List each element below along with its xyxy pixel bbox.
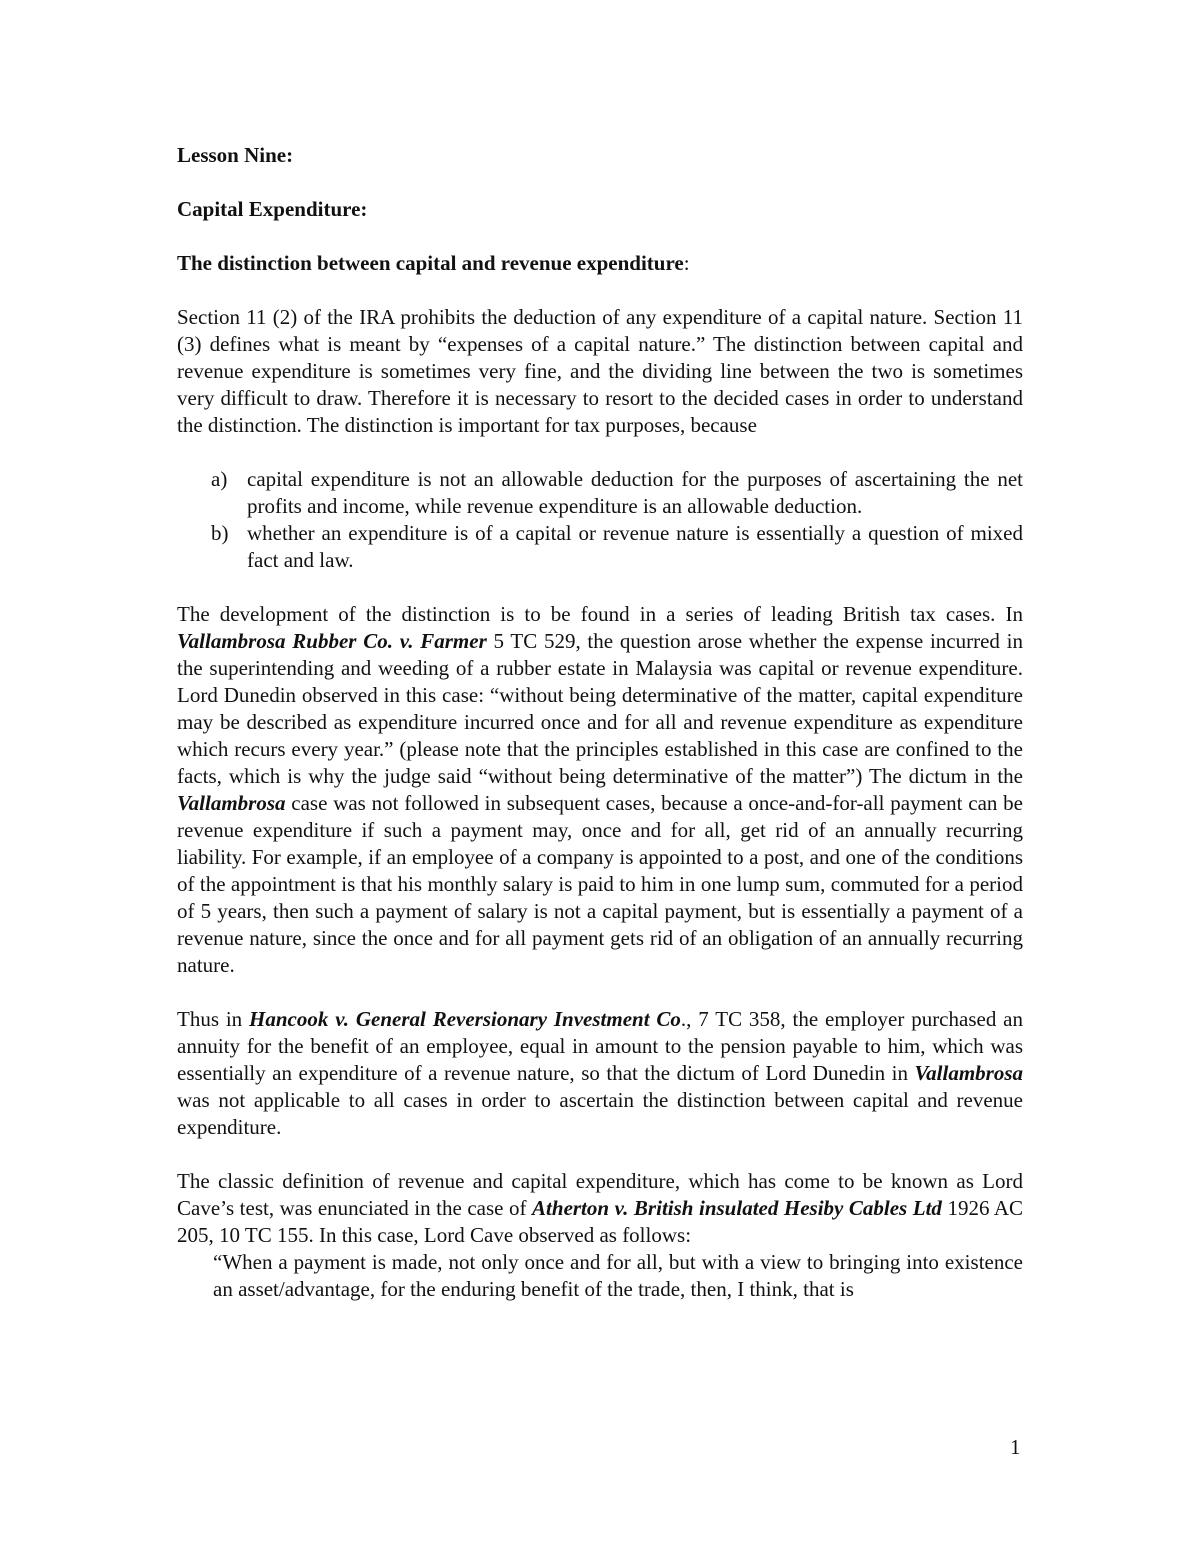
case-name: Vallambrosa: [914, 1061, 1023, 1085]
section-title: Capital Expenditure:: [177, 197, 368, 221]
case-name: Atherton v. British insulated Hesiby Cables Ltd: [532, 1196, 942, 1220]
paragraph-text: The classic definition of revenue and capital expenditure, which has come to be known as Lord Cave’s test, was enunciated in the case of: [177, 1169, 1023, 1220]
paragraph-hancook: [177, 1006, 1023, 1141]
list-marker: a): [211, 467, 228, 491]
paragraph-text: 1926 AC 205, 10 TC 155. In this case, Lord Cave observed as follows:: [177, 1196, 1023, 1247]
case-name: Vallambrosa Rubber Co. v. Farmer: [177, 629, 487, 653]
list-marker: b): [211, 521, 229, 545]
paragraph-text: 5 TC 529, the question arose whether the expense incurred in the superintending and weeding of a rubber estate in Malaysia was capital or revenue expenditure. Lord Dunedin observed in this case: “without being determinative of the matter, capital expenditure may be described as expenditure incurred once and for all and revenue expenditure as expenditure which recurs every year.” (please note that the principles established in this case are confined to the facts, which is why the judge said “without being determinative of the matter”) The dictum in the: [177, 629, 1023, 788]
paragraph-text: Thus in: [177, 1007, 250, 1031]
document-body: [177, 142, 1023, 1303]
subheading-text: The distinction between capital and revenue expenditure: [177, 251, 684, 275]
case-name: Vallambrosa: [177, 791, 286, 815]
case-name: Hancook v. General Reversionary Investment Co: [249, 1007, 681, 1031]
paragraph-lord-cave: [177, 1168, 1023, 1249]
list-item: [177, 520, 1023, 574]
paragraph-vallambrosa: [177, 601, 1023, 979]
paragraph-text: case was not followed in subsequent cases, because a once-and-for-all payment can be revenue expenditure if such a payment may, once and for all, get rid of an annually recurring liability. For example, if an employee of a company is appointed to a post, and one of the conditions of the appointment is that his monthly salary is paid to him in one lump sum, commuted for a period of 5 years, then such a payment of salary is not a capital payment, but is essentially a payment of a revenue nature, since the once and for all payment gets rid of an obligation of an annually recurring nature.: [177, 791, 1023, 977]
page-number: 1: [1010, 1435, 1021, 1459]
lord-cave-quote: “When a payment is made, not only once and for all, but with a view to bringing into existence an asset/advantage, for the enduring benefit of the trade, then, I think, that is: [213, 1250, 1023, 1301]
list-item-text: whether an expenditure is of a capital or revenue nature is essentially a question of mixed fact and law.: [247, 521, 1023, 572]
subheading-colon: :: [683, 251, 690, 275]
list-item-text: capital expenditure is not an allowable deduction for the purposes of ascertaining the net profits and income, while revenue expenditure is an allowable deduction.: [247, 467, 1023, 518]
lesson-title: Lesson Nine:: [177, 143, 294, 167]
list-item: [177, 466, 1023, 520]
paragraph-text: ., 7 TC 358, the employer purchased an annuity for the benefit of an employee, equal in amount to the pension payable to him, which was essentially an expenditure of a revenue nature, so that the dictum of Lord Dunedin in: [177, 1007, 1023, 1085]
paragraph-text: was not applicable to all cases in order to ascertain the distinction between capital and revenue expenditure.: [177, 1088, 1023, 1139]
paragraph-section-11: Section 11 (2) of the IRA prohibits the deduction of any expenditure of a capital nature. Section 11 (3) defines what is meant by “expenses of a capital nature.” The distinction between capital and revenue expenditure is sometimes very fine, and the dividing line between the two is sometimes very difficult to draw. Therefore it is necessary to resort to the decided cases in order to understand the distinction. The distinction is important for tax purposes, because: [177, 305, 1023, 437]
paragraph-text: The development of the distinction is to be found in a series of leading British tax cases. In: [177, 602, 1023, 626]
reasons-list: [177, 466, 1023, 574]
subheading: [177, 250, 1023, 277]
